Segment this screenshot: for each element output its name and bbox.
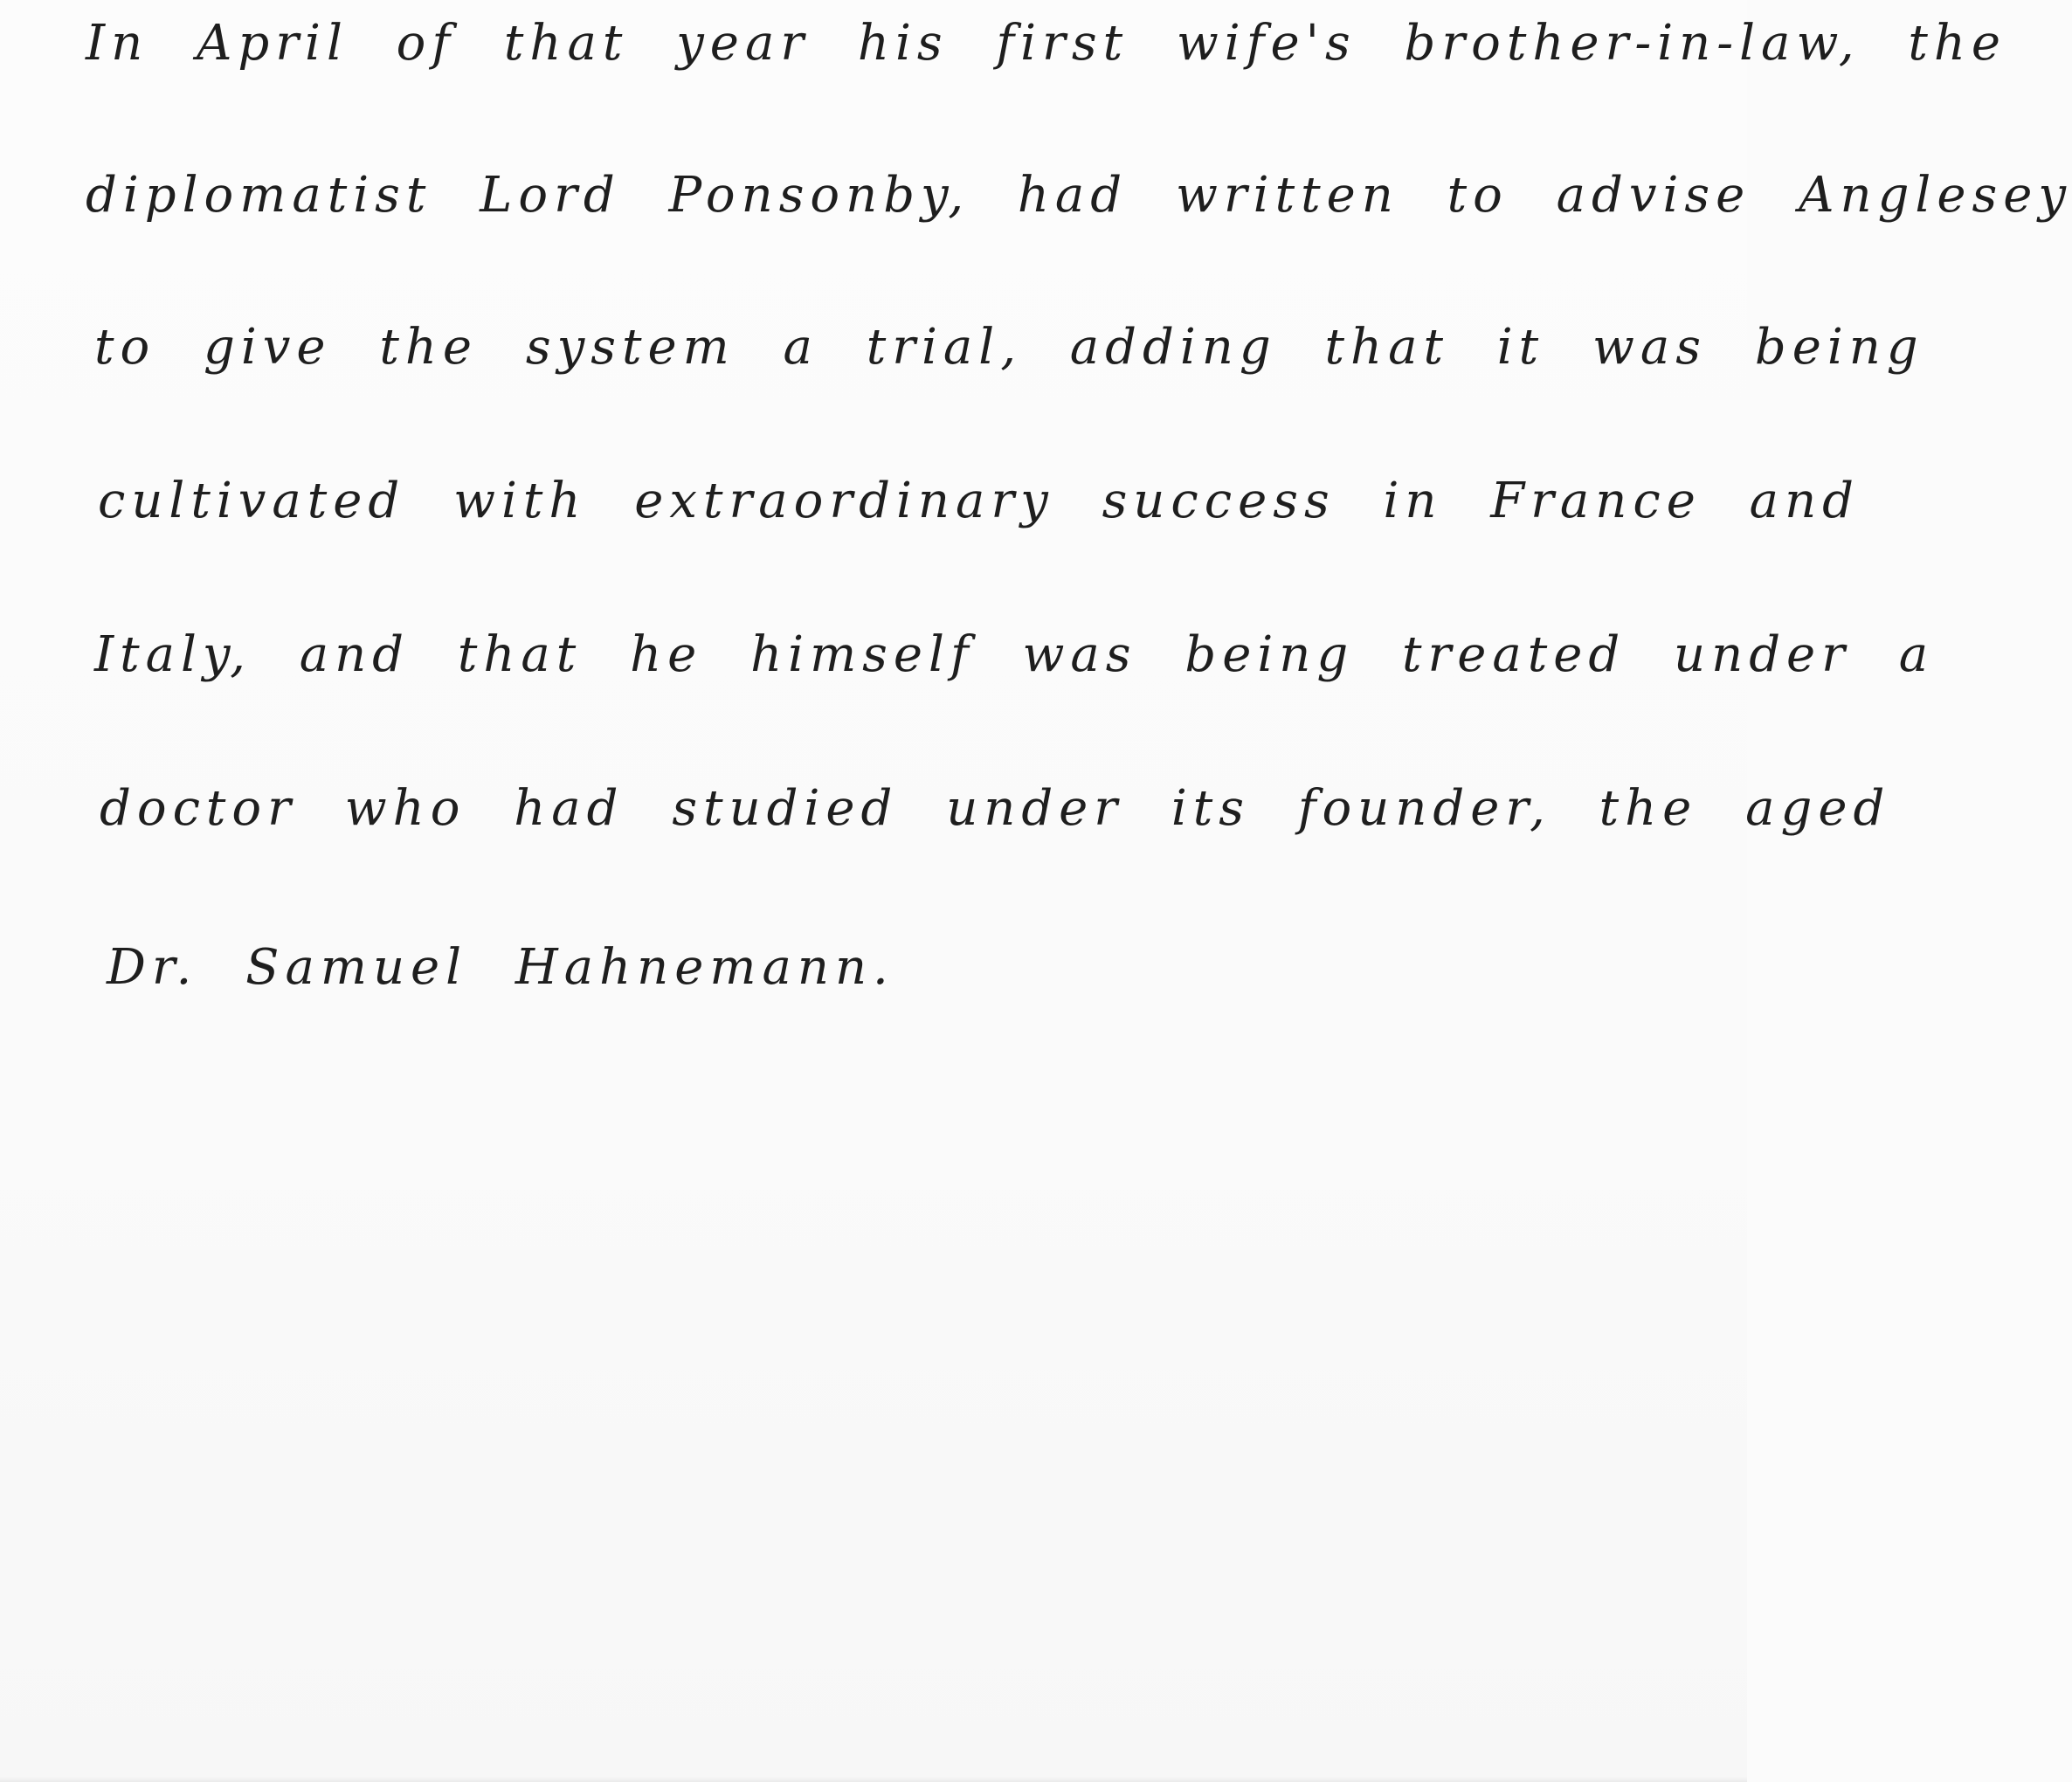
text-line: cultivated with extraordinary success in France and [98, 473, 1860, 529]
text-line: In April of that year his first wife's brother-in-law, the [86, 15, 2007, 72]
text-line: doctor who had studied under its founder, the aged [100, 780, 1891, 837]
text-line: Italy, and that he himself was being treated under a [94, 626, 1935, 683]
text-line: to give the system a trial, adding that it was being [94, 319, 1924, 376]
text-line: diplomatist Lord Ponsonby, had written to advise Anglesey [86, 167, 2072, 224]
paper-edge [0, 1777, 1747, 1782]
text-line: Dr. Samuel Hahnemann. [107, 939, 894, 996]
